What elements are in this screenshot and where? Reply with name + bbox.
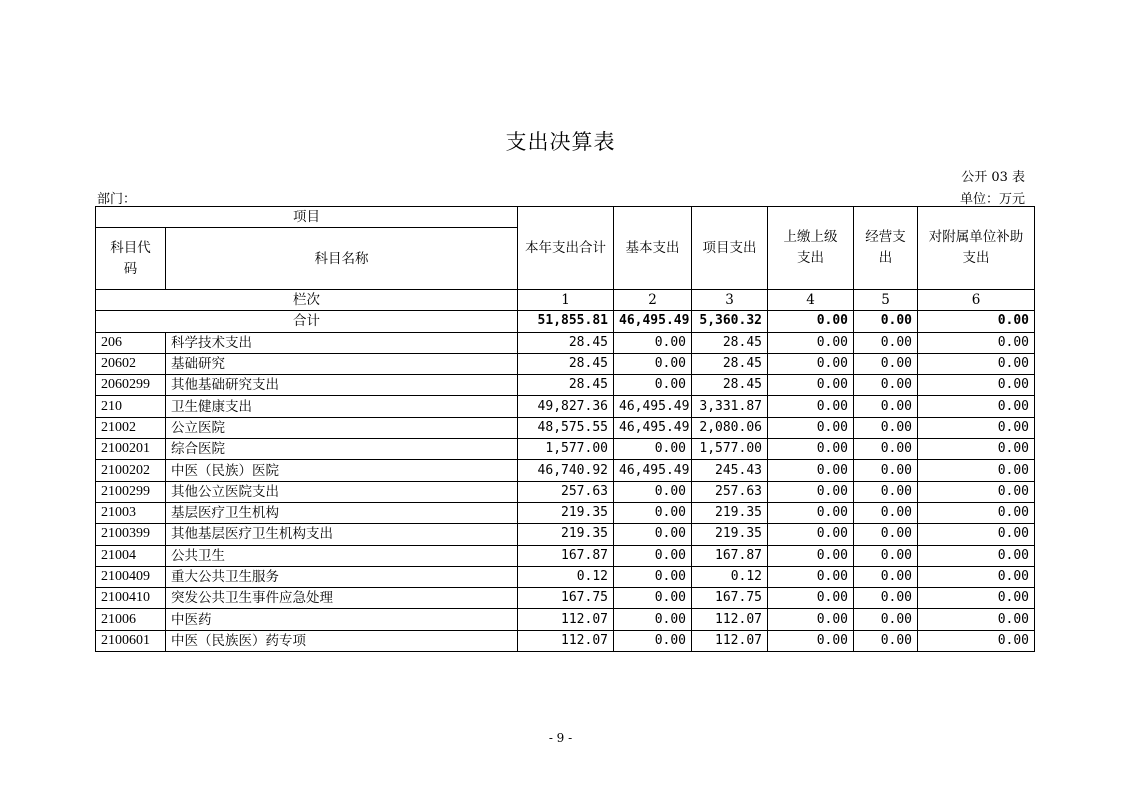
amount-cell: 0.00 [918, 353, 1035, 374]
amount-cell: 0.00 [614, 481, 692, 502]
amount-cell: 0.00 [918, 566, 1035, 587]
col-index-label: 栏次 [96, 290, 518, 311]
amount-cell: 257.63 [518, 481, 614, 502]
table-row [96, 524, 1035, 545]
table-row [96, 481, 1035, 502]
subject-code: 2100410 [96, 588, 166, 609]
amount-cell: 46,740.92 [518, 460, 614, 481]
table-row [96, 439, 1035, 460]
amount-cell: 0.00 [918, 332, 1035, 353]
subject-name: 中医（民族医）药专项 [166, 630, 518, 651]
amount-cell: 46,495.49 [614, 396, 692, 417]
amount-cell: 0.00 [768, 545, 854, 566]
amount-cell: 28.45 [518, 332, 614, 353]
expenditure-table [95, 206, 1035, 652]
amount-cell: 0.00 [614, 566, 692, 587]
amount-cell: 0.00 [614, 332, 692, 353]
amount-cell: 219.35 [518, 524, 614, 545]
amount-cell: 0.00 [918, 375, 1035, 396]
amount-cell: 0.00 [918, 588, 1035, 609]
subject-name: 重大公共卫生服务 [166, 566, 518, 587]
table-row [96, 332, 1035, 353]
subject-name: 其他公立医院支出 [166, 481, 518, 502]
amount-cell: 0.12 [518, 566, 614, 587]
subject-code: 2100409 [96, 566, 166, 587]
amount-cell: 0.00 [854, 353, 918, 374]
table-row [96, 588, 1035, 609]
amount-cell: 219.35 [692, 524, 768, 545]
table-row [96, 353, 1035, 374]
col-number: 5 [854, 290, 918, 311]
amount-cell: 0.00 [768, 524, 854, 545]
subject-code: 21004 [96, 545, 166, 566]
amount-cell: 0.00 [768, 396, 854, 417]
amount-cell: 0.00 [918, 524, 1035, 545]
amount-cell: 2,080.06 [692, 417, 768, 438]
header-col-remit: 上缴上级支出 [768, 207, 854, 290]
subject-code: 210 [96, 396, 166, 417]
subject-code: 21003 [96, 502, 166, 523]
table-row [96, 630, 1035, 651]
subject-code: 20602 [96, 353, 166, 374]
amount-cell: 49,827.36 [518, 396, 614, 417]
amount-cell: 167.87 [692, 545, 768, 566]
amount-cell: 0.00 [614, 375, 692, 396]
amount-cell: 0.00 [854, 417, 918, 438]
header-name: 科目名称 [166, 228, 518, 290]
amount-cell: 219.35 [518, 502, 614, 523]
table-row [96, 417, 1035, 438]
amount-cell: 0.00 [854, 566, 918, 587]
amount-cell: 28.45 [518, 375, 614, 396]
amount-cell: 0.00 [768, 332, 854, 353]
amount-cell: 0.00 [768, 609, 854, 630]
subject-name: 基础研究 [166, 353, 518, 374]
amount-cell: 0.00 [614, 353, 692, 374]
amount-cell: 167.75 [692, 588, 768, 609]
subject-code: 2100399 [96, 524, 166, 545]
total-value: 5,360.32 [692, 311, 768, 332]
amount-cell: 245.43 [692, 460, 768, 481]
table-row [96, 460, 1035, 481]
amount-cell: 0.00 [918, 439, 1035, 460]
amount-cell: 0.00 [854, 481, 918, 502]
table-row [96, 375, 1035, 396]
subject-name: 其他基础研究支出 [166, 375, 518, 396]
amount-cell: 0.00 [918, 396, 1035, 417]
subject-code: 2100202 [96, 460, 166, 481]
table-row [96, 566, 1035, 587]
department-label: 部门： [97, 192, 137, 207]
header-col-total: 本年支出合计 [518, 207, 614, 290]
amount-cell: 0.00 [768, 630, 854, 651]
amount-cell: 0.00 [854, 588, 918, 609]
subject-name: 突发公共卫生事件应急处理 [166, 588, 518, 609]
header-col-project: 项目支出 [692, 207, 768, 290]
subject-name: 公共卫生 [166, 545, 518, 566]
header-col-business: 经营支出 [854, 207, 918, 290]
amount-cell: 46,495.49 [614, 417, 692, 438]
subject-name: 科学技术支出 [166, 332, 518, 353]
amount-cell: 0.00 [768, 502, 854, 523]
amount-cell: 0.00 [918, 481, 1035, 502]
amount-cell: 0.00 [614, 439, 692, 460]
amount-cell: 257.63 [692, 481, 768, 502]
amount-cell: 112.07 [518, 630, 614, 651]
amount-cell: 0.00 [768, 460, 854, 481]
amount-cell: 48,575.55 [518, 417, 614, 438]
amount-cell: 46,495.49 [614, 460, 692, 481]
amount-cell: 0.00 [854, 439, 918, 460]
amount-cell: 0.00 [614, 609, 692, 630]
amount-cell: 0.00 [918, 502, 1035, 523]
amount-cell: 28.45 [692, 353, 768, 374]
amount-cell: 0.00 [768, 353, 854, 374]
amount-cell: 112.07 [518, 609, 614, 630]
subject-code: 206 [96, 332, 166, 353]
amount-cell: 3,331.87 [692, 396, 768, 417]
amount-cell: 0.00 [854, 332, 918, 353]
header-col-basic: 基本支出 [614, 207, 692, 290]
header-col-subsidy: 对附属单位补助支出 [918, 207, 1035, 290]
amount-cell: 112.07 [692, 609, 768, 630]
subject-code: 2100201 [96, 439, 166, 460]
amount-cell: 0.00 [614, 545, 692, 566]
amount-cell: 0.00 [854, 609, 918, 630]
total-value: 0.00 [918, 311, 1035, 332]
col-number: 6 [918, 290, 1035, 311]
amount-cell: 0.00 [614, 524, 692, 545]
amount-cell: 0.00 [768, 566, 854, 587]
amount-cell: 0.00 [768, 375, 854, 396]
total-value: 51,855.81 [518, 311, 614, 332]
subject-code: 2060299 [96, 375, 166, 396]
subject-name: 卫生健康支出 [166, 396, 518, 417]
subject-name: 公立医院 [166, 417, 518, 438]
subject-name: 基层医疗卫生机构 [166, 502, 518, 523]
amount-cell: 0.00 [918, 545, 1035, 566]
table-row [96, 545, 1035, 566]
amount-cell: 0.00 [854, 545, 918, 566]
unit-label: 单位：万元 [959, 192, 1025, 207]
amount-cell: 1,577.00 [518, 439, 614, 460]
amount-cell: 0.00 [918, 460, 1035, 481]
amount-cell: 0.00 [854, 524, 918, 545]
amount-cell: 0.00 [768, 439, 854, 460]
subject-name: 综合医院 [166, 439, 518, 460]
page-number: - 9 - [548, 731, 573, 745]
table-row [96, 502, 1035, 523]
header-code: 科目代码 [96, 228, 166, 290]
page-title: 支出决算表 [505, 130, 616, 154]
subject-code: 21006 [96, 609, 166, 630]
amount-cell: 219.35 [692, 502, 768, 523]
amount-cell: 167.87 [518, 545, 614, 566]
amount-cell: 28.45 [692, 375, 768, 396]
col-number: 4 [768, 290, 854, 311]
amount-cell: 1,577.00 [692, 439, 768, 460]
amount-cell: 0.00 [768, 588, 854, 609]
amount-cell: 28.45 [692, 332, 768, 353]
amount-cell: 0.00 [614, 588, 692, 609]
amount-cell: 0.00 [854, 630, 918, 651]
subject-code: 2100299 [96, 481, 166, 502]
table-row [96, 609, 1035, 630]
amount-cell: 0.00 [768, 417, 854, 438]
amount-cell: 0.00 [918, 417, 1035, 438]
amount-cell: 28.45 [518, 353, 614, 374]
total-value: 46,495.49 [614, 311, 692, 332]
total-row [96, 311, 1035, 332]
subject-name: 中医药 [166, 609, 518, 630]
amount-cell: 0.00 [768, 481, 854, 502]
table-row [96, 396, 1035, 417]
amount-cell: 0.00 [854, 502, 918, 523]
amount-cell: 0.00 [854, 460, 918, 481]
form-number: 公开 03 表 [961, 170, 1025, 185]
subject-code: 2100601 [96, 630, 166, 651]
total-value: 0.00 [854, 311, 918, 332]
amount-cell: 0.12 [692, 566, 768, 587]
amount-cell: 0.00 [918, 630, 1035, 651]
total-value: 0.00 [768, 311, 854, 332]
amount-cell: 0.00 [854, 396, 918, 417]
amount-cell: 0.00 [614, 502, 692, 523]
col-number: 1 [518, 290, 614, 311]
header-project: 项目 [96, 207, 518, 228]
amount-cell: 0.00 [614, 630, 692, 651]
amount-cell: 112.07 [692, 630, 768, 651]
amount-cell: 167.75 [518, 588, 614, 609]
col-number: 3 [692, 290, 768, 311]
col-number: 2 [614, 290, 692, 311]
subject-name: 中医（民族）医院 [166, 460, 518, 481]
total-label: 合计 [96, 311, 518, 332]
subject-code: 21002 [96, 417, 166, 438]
amount-cell: 0.00 [854, 375, 918, 396]
subject-name: 其他基层医疗卫生机构支出 [166, 524, 518, 545]
amount-cell: 0.00 [918, 609, 1035, 630]
